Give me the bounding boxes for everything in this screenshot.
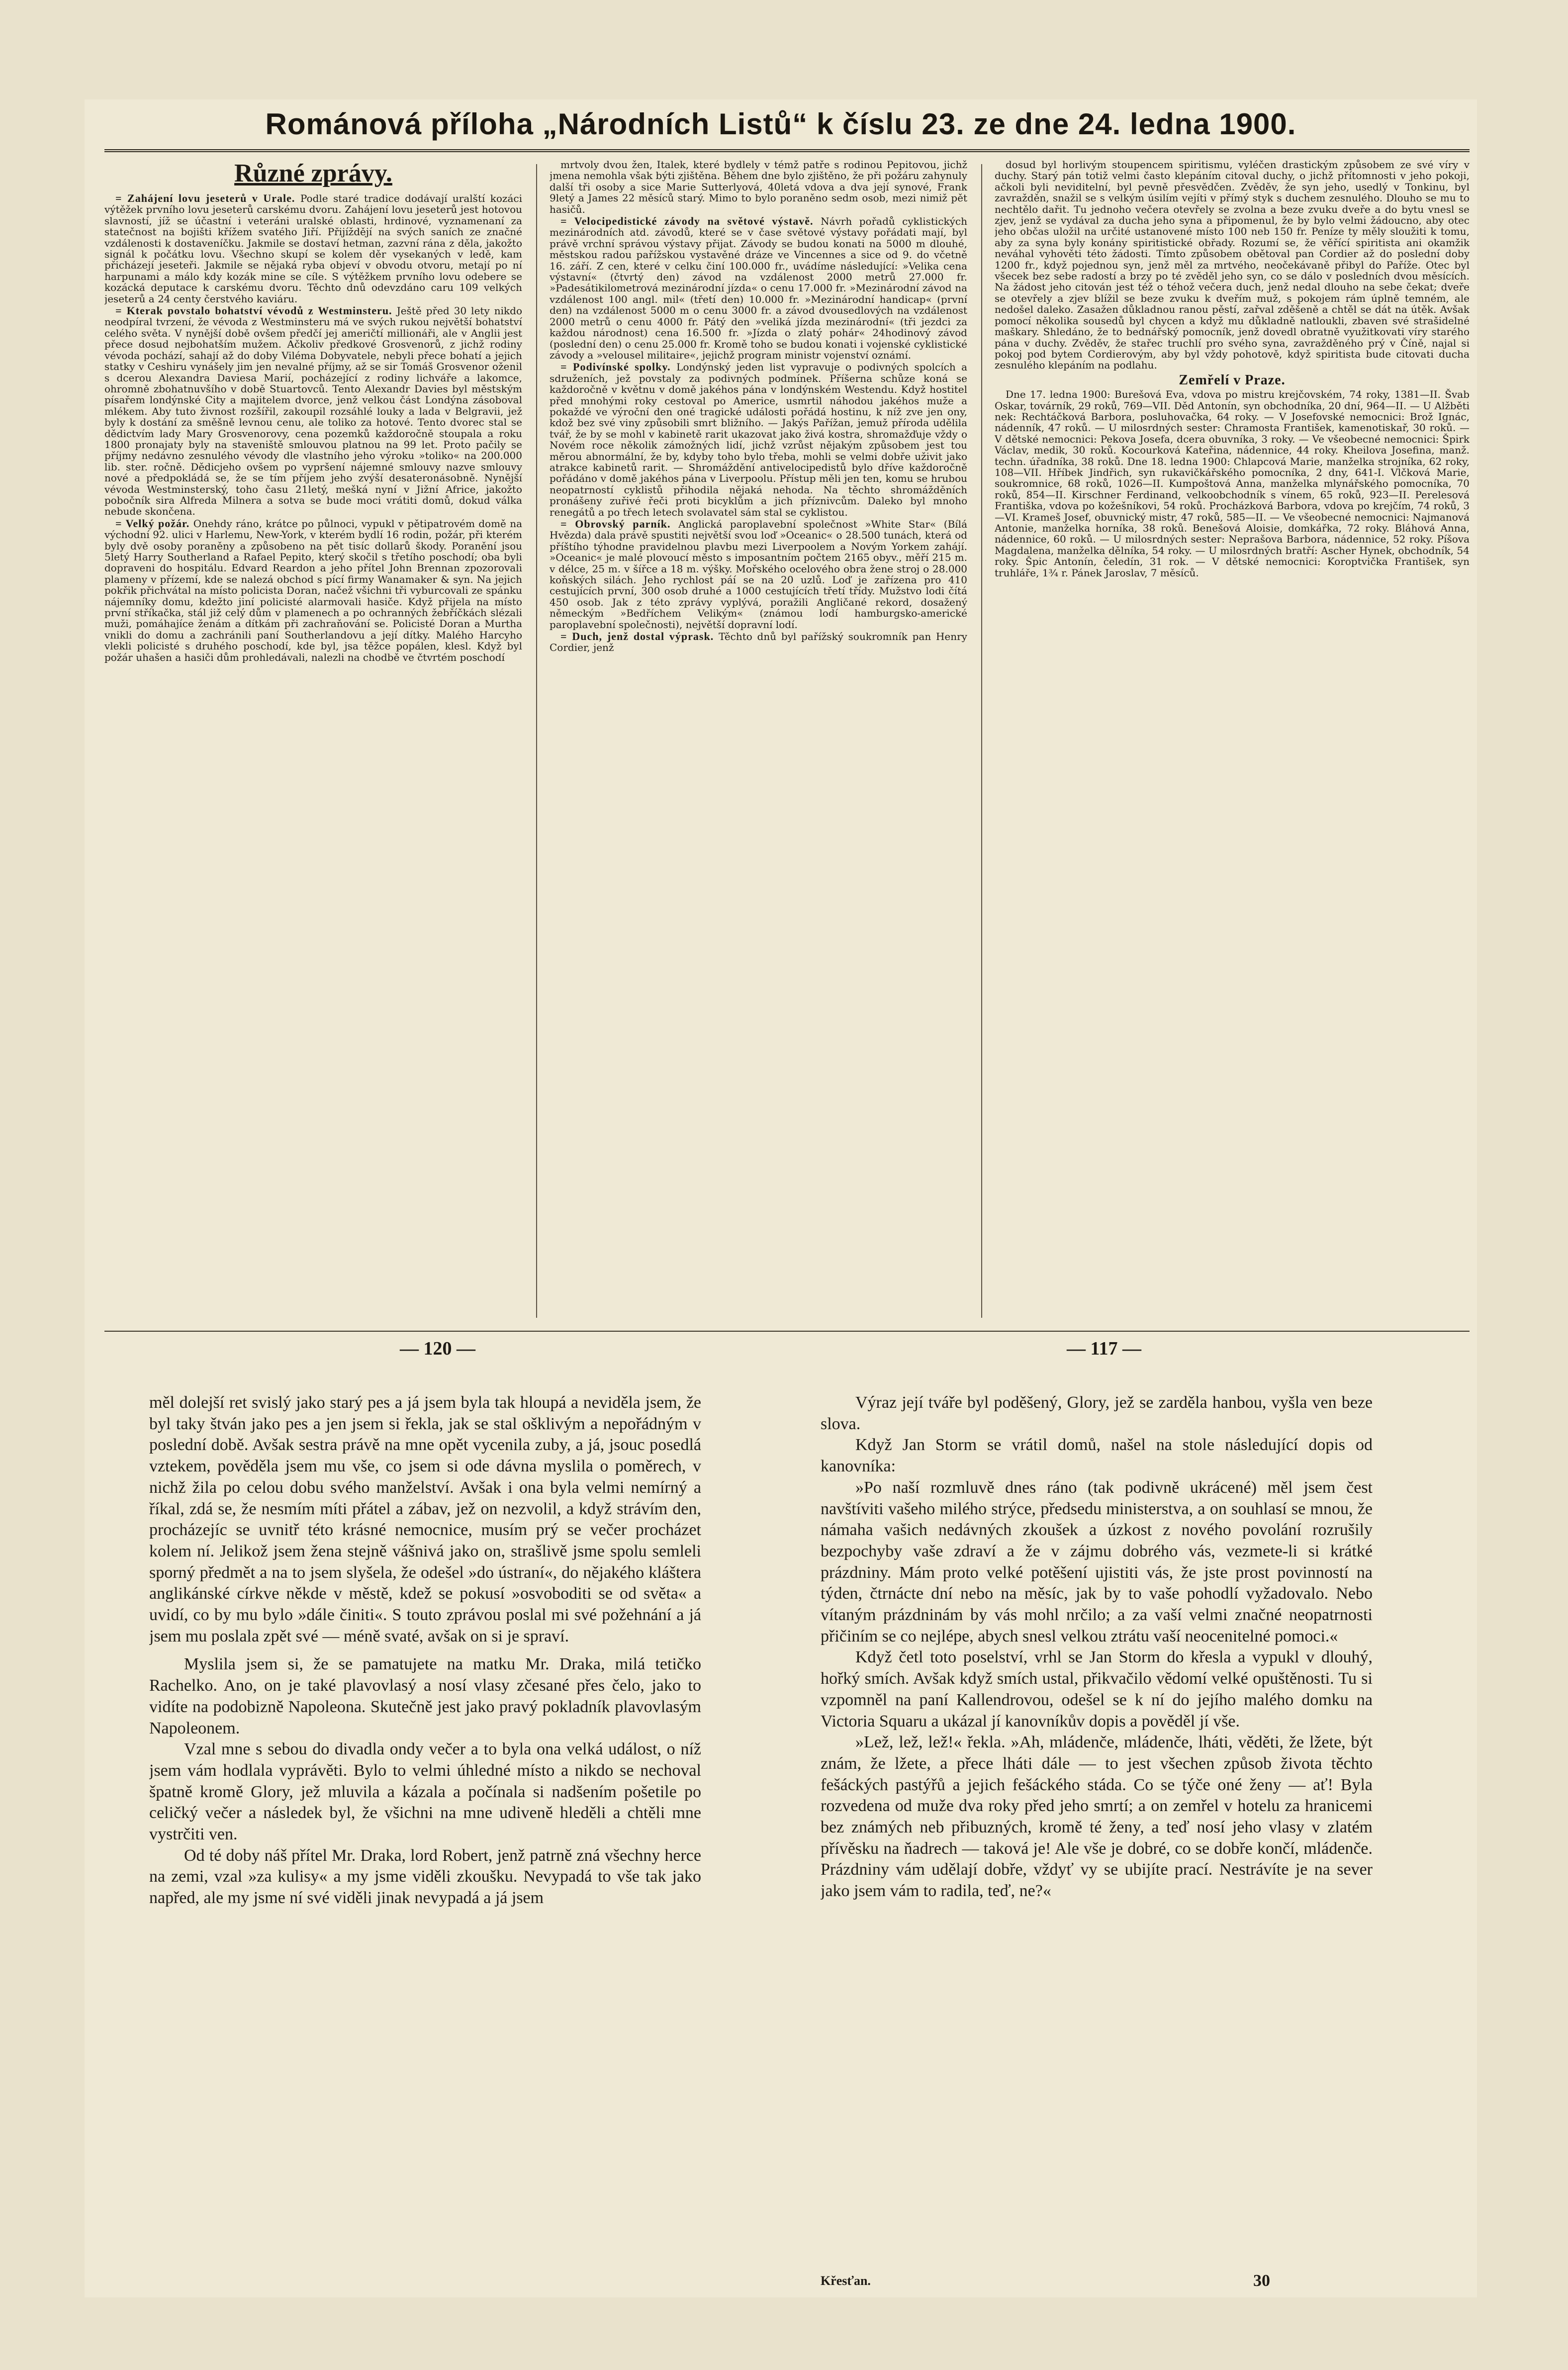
article-text: Těchto dnů byl pařížský soukromník pan Henry Cordier, jenž (550, 631, 967, 654)
page-number-left: — 120 — (400, 1338, 475, 1359)
article-text: mrtvoly dvou žen, Italek, které bydlely v témž patře s rodinou Pepitovou, jichž jmena nemohla však býti zjištěna. Během dne bylo zjištěno, že při požáru zahynuly další tři osoby a sice Marie Sutterlyová, 40letá vdova a dva její synové, Frank 9letý a James 22 měsíců starý. Mimo to bylo poraněno sedm osob, mezi nimiž pět hasičů. (550, 159, 967, 215)
novel-paragraph: Vzal mne s sebou do divadla ondy večer a to byla ona velká událost, o níž jsem vám hodlala vyprávěti. Bylo to velmi úhledné místo a nikdo se nechoval špatně kromě Glory, jež mluvila a kázala a počínala si nadšením pošetile po celičký večer a následek byl, že všichni na mne udiveně hleděli a chtěli mne vystrčiti ven. (149, 1740, 701, 1844)
article-text: Podle staré tradice dodávají uralští kozáci výtěžek prvního lovu jeseterů carskému dvoru. Zahájení lovu jeseterů jest hotovou slavností, jíž se účastní i veteráni uralské oblasti, hrdinové, vyznamenaní za statečnost na bojišti křížem svatého Jiří. Přijíždějí na svých saních ze značné vzdálenosti k dostaveníčku. Jakmile se dostaví hetman, zazvní rána z děla, jakožto signál k počátku lovu. Všechno skupí se kolem děr vysekaných v ledě, kam přicházejí jeseteři. Jakmile se nějaká ryba objeví v obvodu otvoru, metají po ní harpunami a málo kdy kozák mine se cíle. S výtěžkem prvního lovu odebere se kozácká deputace k carskému dvoru. Těchto dnů odevzdáno caru 109 velkých jeseterů a 24 centy čerstvého kaviáru. (104, 192, 522, 305)
article-paragraph (550, 216, 967, 361)
article-text: Londýnský jeden list vypravuje o podivných spolcích a sdruženích, jež povstaly za podivných podmínek. Příšerna schůze koná se každoročně v květnu v domě jakéhos pána v londýnském Westendu. Když hostitel před mnohými roky cestoval po Americe, usmrtil náhodou jakéhos muže a pokaždé ve výroční den oné tragické události pořádá hostinu, k níž zve jen ony, kdož bez své viny způsobili smrt bližního. — Jakýs Pařížan, jemuž příroda udělila tvář, že by se mohl v kabinetě rarit ukazovat jako živá kostra, shromažďuje vždy o Novém roce několik zámožných lidí, jichž vzrůst nějakým způsobem jest tou měrou abnormální, že by, kdyby toho bylo třeba, mohli se velmi dobře uživit jako atrakce kabinetů rarit. — Shromáždění antivelocipedistů bylo dříve každoročně pořádáno v domě jakéhos pána v Liverpoolu. Přístup měli jen ten, komu se hrubou neopatrností cyklistů přihodila nějaká nehoda. Na těchto shromážděních pronášeny zuřivé řeči proti bicyklům a jich příznivcům. Daleko byl mnoho renegátů a po třech letech svolavatel sám stal se cyklistou. (550, 361, 967, 518)
article-paragraph (104, 518, 522, 663)
novel-paragraph: Výraz její tváře byl poděšený, Glory, jež se zarděla hanbou, vyšla ven beze slova. (821, 1393, 1373, 1433)
novel-paragraph: Když četl toto poselství, vrhl se Jan Storm do křesla a vypukl v dlouhý, hořký smích. Avšak když smích ustal, přikvačilo vědomí velké opuštěnosti. Tu si vzpomněl na paní Kallendrovou, odešel se k ní do jejího malého domku na Victoria Squaru a ukázal jí kanovníkův dopis a pověděl jí vše. (821, 1648, 1373, 1731)
article-paragraph (550, 519, 967, 630)
novel-column-left (149, 1392, 701, 2278)
article-heading: = Duch, jenž dostal výprask. (560, 630, 719, 643)
article-heading: = Velocipedistické závody na světové výstavě. (560, 215, 821, 228)
section-divider (104, 1331, 1470, 1332)
article-text: Návrh pořadů cyklistických mezinárodních atd. závodů, které se v čase světové výstavy pořádati mají, byl právě vrchní správou výstavy přijat. Závody se budou konati na 5000 m dlouhé, městskou radou pařížskou vystavěné dráze ve Vincennes a sice od 9. do včetně 16. září. Z cen, které v celku činí 100.000 fr., uvádíme následující: »Velika cena výstavní« (čtvrtý den) závod na vzdálenost 2000 metrů 27.000 fr. »Padesátikilometrová mezinárodní jízda« o cenu 17.000 fr. »Mezinárodní závod na vzdálenost 100 angl. mil« (třetí den) 10.000 fr. »Mezinárodní handicap« (první den) na vzdálenost 5000 m o cenu 3000 fr. a závod dvousedlových na vzdálenost 2000 metrů o cenu 4000 fr. Pátý den »veliká jízda mezinárodní« (tři jezdci za každou národnost) cena 16.500 fr. »Jízda o zlatý pohár« 24hodinový závod (poslední den) o cenu 25.000 fr. Kromě toho se budou konati i vojenské cyklistické závody a »velousel militaire«, jejichž program ministr vojenství oznámí. (550, 215, 967, 361)
column-divider (536, 164, 537, 1318)
section-title: Různé zprávy. (234, 159, 392, 187)
column-divider (981, 164, 982, 1318)
article-heading: = Obrovský parník. (560, 518, 679, 530)
novel-paragraph: měl dolejší ret svislý jako starý pes a já jsem byla tak hloupá a neviděla jsem, že byl taky štván jako pes a jen jsem si řekla, jak se stal ošklivým a nepořádným v poslední době. Avšak sestra právě na mne opět vycenila zuby, a já, jsouc posedlá vztekem, pověděla jsem mu vše, co jsem si ode dávna myslila o poměrech, v nichž žila po celou dobu svého manželství. Avšak i ona byla velmi nemírný a říkal, zdá se, že nesmím míti přátel a zábav, jež on nezvolil, a když strávím den, procházejíc se uvnitř této krásné nemocnice, musím prý se večer procházet kolem ní. Jelikož jsem žena stejně vášnivá jako on, strašlivě jsme spolu semleli sporný předmět a na to jsem slyšela, že odešel »do ústraní«, do nějakého kláštera anglikánské církve někde v městě, kdež se pokusí »osvoboditi se od světa« a uvidí, co by mu bylo »dále činiti«. S touto zprávou poslal mi své požehnání a já jsem mu poslala zpět své — méně svaté, avšak on si je spraví. (149, 1393, 701, 1645)
article-paragraph (104, 193, 522, 304)
news-column-1 (104, 159, 522, 1323)
masthead-rule (104, 149, 1470, 152)
novel-column-right (821, 1392, 1373, 2278)
article-heading: = Kterak povstalo bohatství vévodů z Westminsteru. (115, 304, 397, 317)
news-column-2 (550, 159, 967, 1323)
article-paragraph (550, 159, 967, 215)
article-text: Ještě před 30 lety nikdo neodpíral tvrzení, že vévoda z Westminsteru má ve svých rukou největší bohatství celého světa. V nynější době ovšem předčí jej američtí millionáři, ale v Anglii jest přece dosud nejbohatším mužem. Ačkoliv předkové Grosvenorů, z jichž rodiny vévoda pochází, sahají až do doby Viléma Dobyvatele, nebyli přece bohatí a jejich statky v Ceshiru vynášely jim jen nevalné příjmy, až se sir Tomáš Grosvenor oženil s dcerou Alexandra Daviesa Marií, pocházející z rodiny lichváře a lakomce, ohromně zbohatnuvšího v době Stuartovců. Tento Alexandr Davies byl městským písařem londýnské City a majitelem dvorce, jenž velkou část Londýna zásoboval mlékem. Aby tuto živnost rozšířil, zakoupil rozsáhlé louky a lada v Belgravii, jež byly k dostání za směšně levnou cenu, ale toliko za hotové. Tento dvorec stal se dědictvím lady Mary Grosvenorovy, cena pozemků každoročně stoupala a roku 1800 pronajaty byly na staveniště smlouvou platnou na 99 let. Proto pačily se příjmy nedávno zesnulého vévody dle vlastního jeho výroku »toliko« na 200.000 lib. ster. ročně. Dědicjeho ovšem po vypršení nájemné smlouvy nazve smlouvy nové a předpokládá se, že se tím příjem jeho zvýší desateronásobně. Nynější vévoda Westminsterský, toho času 21letý, mešká nyní v Jižní Africe, jakožto pobočník sira Alfreda Milnera a sotva se bude moci vrátiti domů, dokud válka nebude skončena. (104, 305, 522, 518)
news-columns (104, 159, 1470, 1323)
article-heading: = Velký požár. (115, 517, 193, 530)
novel-paragraph: »Lež, lež, lež!« řekla. »Ah, mládenče, mládenče, lháti, věděti, že lžete, být znám, že lžete, a přece lháti dále — to jest všechen způsob života těchto fešáckých pastýřů a jejich fešáckého stáda. Co se týče oné ženy — ať! Byla rozvedena od muže dva roky před jeho smrtí; a on zemřel v hotelu za hranicemi bez známých neb přibuzných, kromě té ženy, a teď nosí jeho vlasy v zlatém přívěsku na ňadrech — taková je! Ale vše je dobré, co se dobře končí, mládenče. Prázdniny vám udělají dobře, vždyť vy se ubijíte prací. Nestrávíte je na sever jako jsem vám to radila, teď, ne?« (821, 1733, 1373, 1901)
article-paragraph (550, 631, 967, 653)
novel-paragraph: Od té doby náš přítel Mr. Draka, lord Robert, jenž patrně zná všechny herce na zemi, vzal »za kulisy« a my jsme viděli zkoušku. Nevypadá to vše tak jako napřed, ale my jsme ní své viděli jinak nevypadá a já jsem (149, 1846, 701, 1908)
masthead: Románová příloha „Národních Listů“ k číslu 23. ze dne 24. ledna 1900. (265, 107, 1296, 141)
deaths-title: Zemřelí v Praze. (1179, 372, 1286, 388)
novel-paragraph: »Po naší rozmluvě dnes ráno (tak podivně ukrácené) měl jsem čest navštíviti vašeho milého strýce, předsedu ministerstva, a on souhlasí se mnou, že námaha vašich nedávných zkoušek a úzkost z nového povolání rozrušily bezpochyby vaše zdraví a že v zájmu dobrého vás, vezmete-li si krátké prázdniny. Mám proto velké potěšení ujistiti vás, že jste prost povinností na týden, čtrnácte dní nebo na měsíc, jak by to vaše pohodlí vyžadovalo. Nebo vítaným prázdninám by vás mohl nrčilo; a za vaší velmi značné neopatrnosti přičiním se co nejlépe, abych snesl velkou ztrátu vaší neocenitelné pomoci.« (821, 1478, 1373, 1645)
article-paragraph (550, 362, 967, 518)
article-text: Anglická paroplavební společnost »White Star« (Bílá Hvězda) dala právě spustiti největší svou loď »Oceanic« o 28.500 tunách, která od příštího týhodne pravidelnou plavbu mezi Liverpoolem a Novým Yorkem zahájí. »Oceanic« je malé plovoucí město s imposantním počtem 2165 obyv., měří 215 m. v délce, 25 m. v šířce a 18 m. výšky. Mořského ocelového obra žene stroj o 28.000 koňských silách. Jeho rychlost páí se na 20 uzlů. Loď je zařízena pro 410 cestujících první, 300 osob druhé a 1000 cestujících třetí třídy. Mužstvo lodi čítá 450 osob. Jak z této zprávy vyplývá, poražili Angličané rekord, dosažený německým »Bedříchem Velikým« (známou lodí hamburgsko-americké paroplavební společnosti), největší dopravní lodí. (550, 518, 967, 631)
novel-paragraph: Myslila jsem si, že se pamatujete na matku Mr. Draka, milá tetičko Rachelko. Ano, on je také plavovlasý a nosí vlasy zčesané přes čelo, jako to vidíte na podobizně Napoleona. Skutečně jest jako pravý pokladník plavovlasým Napoleonem. (149, 1655, 701, 1737)
news-column-3 (995, 159, 1470, 1323)
novel-paragraph: Když Jan Storm se vrátil domů, našel na stole následující dopis od kanovníka: (821, 1436, 1373, 1476)
article-paragraph: dosud byl horlivým stoupencem spiritismu, vyléčen drastickým způsobem ze své víry v duchy. Starý pán totiž velmi často klepáním citoval duchy, o jichž přítomnosti v jeho pokoji, ačkoli byli neviditelní, byl pevně přesvědčen. Zvěděv, že syn jeho, usedlý v Tonkinu, byl zavražděn, snažil se s velkým úsilím vejíti v přímý styk s duchem zesnulého. Dlouho se mu to nechtělo dařit. Tu jednoho večera otevřely se zvolna a beze zvuku dveře a do bytu vnesl se zjev, jenž se vydával za ducha jeho syna a připomenul, že by bylo velmi žádoucno, aby otec jeho občas uložil na určité ustanovené místo 100 neb 150 fr. Peníze ty měly sloužiti k tomu, aby za syna byly konány spiritistické obřady. Rozumí se, že věřící spiritista ani okamžik neváhal vyhověti této žádosti. Tímto způsobem obětoval pan Cordier až do poslední doby 1200 fr., když pojednou syn, jenž měl za mrtvého, neočekávaně přibyl do Paříže. Otec byl všecek bez sebe radostí a brzy po té zvěděl jeho syn, co se dálo v posledních dvou měsících. Na žádost jeho citován jest též o téhož večera duch, jenž nedal dlouho na sebe čekat; dveře se otevřely a zjev blížil se beze zvuku k dveřím muž, s pokojem rám úplně temném, ale nedošel daleko. Zasažen důkladnou ranou pěstí, zařval zděšeně a chtěl se dát na útěk. Avšak pomocí několika sousedů byl chycen a když mu důkladně natloukli, zbaven své strašidelné maškary. Shledáno, že to bednářský pomocník, jenž dovedl obratně využitkovati víry starého pána v duchy. Zvěděv, že stařec truchlí pro svého syna, zavražděného prý v Číně, najal si pokoj pod bytem Cordierovým, aby byl vždy pohotově, když spiritista bude citovati ducha zesnulého klepáním na podlahu. (995, 159, 1470, 371)
signature-mark: Křesťan. (821, 2274, 871, 2288)
article-text: Onehdy ráno, krátce po půlnoci, vypukl v pětipatrovém domě na východní 92. ulici v Harlemu, New-York, v kterém bydlí 16 rodin, požár, při kterém byly dvě osoby poraněny a způsobeno na pět tisíc dollarů škody. Poranění jsou 5letý Harry Southerland a Rafael Pepito, který skočil s třetího poschodí; oba byli dopraveni do hospitálu. Edvard Reardon a jeho přítel John Brennan zpozorovali plameny v přízemí, kde se nalezá obchod s pící firmy Wanamaker & syn. Na jejich pokřik přichvátal na místo policista Doran, načež všichni tři vyburcovali ze spánku nájemníky domu, kdežto jiní policisté alarmovali hasiče. Když přijela na místo první stříkačka, stál již celý dům v plamenech a po ochranných žebříčkách slézali muži, pomáhajíce ženám a dítkám při zachraňování se. Policisté Doran a Murtha vnikli do domu a zachránili paní Southerlandovu a její dítky. Malého Harcyho vlekli policisté s druhého poschodí, kde byl, jsa těžce popálen, klesl. Když byl požár uhašen a hasiči dům prohledávali, nalezli na chodbě ve čtvrtém poschodí (104, 517, 522, 663)
article-paragraph (104, 305, 522, 517)
folio-number: 30 (1253, 2272, 1270, 2290)
deaths-list: Dne 17. ledna 1900: Burešová Eva, vdova po mistru krejčovském, 74 roky, 1381—II. Švab Oskar, továrník, 29 roků, 769—VII. Děd Antonín, syn obchodníka, 20 dní, 964—II. — U Alžběti nek: Rechtáčková Barbora, posluhovačka, 64 roky. — V Josefovské nemocnici: Brož Ignác, nádenník, 47 roků. — U milosrdných sester: Chramosta František, kamenotiskař, 30 roků. — V dětské nemocnici: Pekova Josefa, dcera obuvníka, 3 roky. — Ve všeobecné nemocnici: Špirk Václav, medik, 30 roků. Kocourková Kateřina, nádennice, 44 roky. Kheilova Josefina, manž. techn. úřadníka, 38 roků. Dne 18. ledna 1900: Chlapcová Marie, manželka strojníka, 62 roky, 108—VII. Hříbek Jindřich, syn rukavičkářského pomocníka, 2 dny, 641-I. Vlčková Marie, soukromnice, 68 roků, 1026—II. Kumpoštová Anna, manželka mlynářského pomocníka, 70 roků, 854—II. Kirschner Ferdinand, velkoobchodník s vínem, 65 roků, 923—II. Perelesová Františka, vdova po kožešníkovi, 54 roků. Procházková Barbora, vdova po krejčím, 74 roků, 3—VI. Krameš Josef, obuvnický mistr, 47 roků, 585—II. — Ve všeobecné nemocnici: Najmanová Antonie, manželka horníka, 38 roků. Benešová Aloisie, domkářka, 72 roky. Bláhová Anna, nádennice, 60 roků. — U milosrdných sester: Neprašova Barbora, nádennice, 52 roky. Píšova Magdalena, manželka dělníka, 54 roky. — U milosrdných bratří: Ascher Hynek, obchodník, 54 roky. Špic Antonín, čeledín, 31 rok. — V dětské nemocnici: Koroptvička František, syn truhláře, 1¾ r. Pánek Jaroslav, 7 měsíců. (995, 388, 1470, 579)
page-number-right: — 117 — (1067, 1338, 1141, 1359)
article-heading: = Zahájení lovu jeseterů v Urale. (115, 192, 300, 204)
article-heading: = Podivínské spolky. (560, 361, 677, 373)
